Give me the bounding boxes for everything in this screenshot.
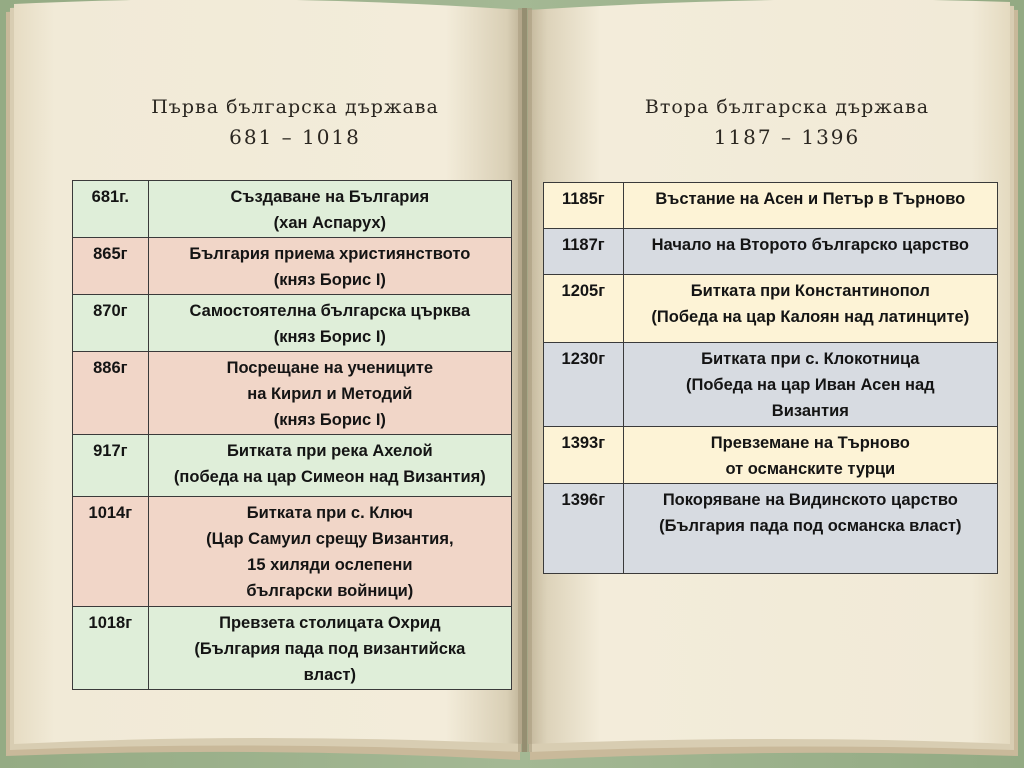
event-cell <box>148 607 511 690</box>
event-cell <box>148 238 511 295</box>
event-line: България приема християнството <box>189 245 471 263</box>
table-row <box>73 607 512 690</box>
right-title-text: Втора българска държава <box>644 96 930 118</box>
event-cell <box>148 352 511 435</box>
event-line: Битката при с. Ключ <box>246 504 413 522</box>
event-line: (България пада под османска власт) <box>659 517 962 535</box>
event-cell <box>623 229 997 275</box>
event-cell <box>623 343 997 427</box>
event-cell <box>623 484 997 574</box>
left-page-title <box>150 92 440 152</box>
event-line: Начало на Второто българско царство <box>651 236 969 254</box>
year-cell: 1393г <box>544 427 624 484</box>
event-line: (княз Борис I) <box>273 328 386 346</box>
event-line: български войници) <box>246 582 414 600</box>
event-cell <box>148 435 511 497</box>
table-row <box>544 427 998 484</box>
event-line: (хан Аспарух) <box>273 214 386 232</box>
year-cell: 1230г <box>544 343 624 427</box>
year-cell: 1396г <box>544 484 624 574</box>
event-line: (Цар Самуил срещу Византия, <box>206 530 454 548</box>
table-row <box>544 183 998 229</box>
left-title-text: Първа българска държава <box>151 96 439 118</box>
left-title-range: 681 – 1018 <box>229 125 361 149</box>
event-line: Битката при Константинопол <box>690 282 930 300</box>
event-line: (победа на цар Симеон над Византия) <box>173 468 486 486</box>
year-cell: 1205г <box>544 275 624 343</box>
right-timeline-table <box>543 182 998 574</box>
event-line: Превземане на Търново <box>710 434 910 452</box>
event-line: 15 хиляди ослепени <box>247 556 413 574</box>
table-row <box>73 497 512 607</box>
event-line: власт) <box>303 666 356 684</box>
event-cell <box>148 295 511 352</box>
year-cell: 1018г <box>73 607 149 690</box>
right-title-range: 1187 – 1396 <box>713 125 861 149</box>
table-row <box>544 484 998 574</box>
table-row <box>73 181 512 238</box>
year-cell: 870г <box>73 295 149 352</box>
event-line: Превзета столицата Охрид <box>219 614 441 632</box>
table-row <box>73 238 512 295</box>
event-line: Самостоятелна българска църква <box>189 302 471 320</box>
year-cell: 917г <box>73 435 149 497</box>
event-cell <box>623 427 997 484</box>
year-cell: 1187г <box>544 229 624 275</box>
table-row <box>544 229 998 275</box>
year-cell: 886г <box>73 352 149 435</box>
event-line: (Победа на цар Иван Асен над <box>685 376 935 394</box>
table-row <box>73 435 512 497</box>
event-cell <box>623 183 997 229</box>
event-cell <box>623 275 997 343</box>
table-row <box>544 275 998 343</box>
table-row <box>73 295 512 352</box>
event-line: (княз Борис I) <box>273 271 386 289</box>
year-cell: 1185г <box>544 183 624 229</box>
event-line: Създаване на България <box>230 188 430 206</box>
event-line: Посрещане на учениците <box>226 359 434 377</box>
table-row <box>544 343 998 427</box>
event-line: от османските турци <box>725 460 896 478</box>
right-page-title <box>632 92 942 152</box>
event-line: Въстание на Асен и Петър в Търново <box>655 190 966 208</box>
event-line: Византия <box>771 402 849 420</box>
left-timeline-table <box>72 180 512 690</box>
event-line: Покоряване на Видинското царство <box>662 491 958 509</box>
event-cell <box>148 497 511 607</box>
event-line: Битката при река Ахелой <box>226 442 433 460</box>
year-cell: 681г. <box>73 181 149 238</box>
event-line: на Кирил и Методий <box>247 385 413 403</box>
event-line: Битката при с. Клокотница <box>701 350 920 368</box>
event-line: (княз Борис I) <box>273 411 386 429</box>
year-cell: 865г <box>73 238 149 295</box>
table-row <box>73 352 512 435</box>
event-line: (Победа на цар Калоян над латинците) <box>651 308 970 326</box>
event-line: (България пада под византийска <box>194 640 466 658</box>
event-cell <box>148 181 511 238</box>
year-cell: 1014г <box>73 497 149 607</box>
